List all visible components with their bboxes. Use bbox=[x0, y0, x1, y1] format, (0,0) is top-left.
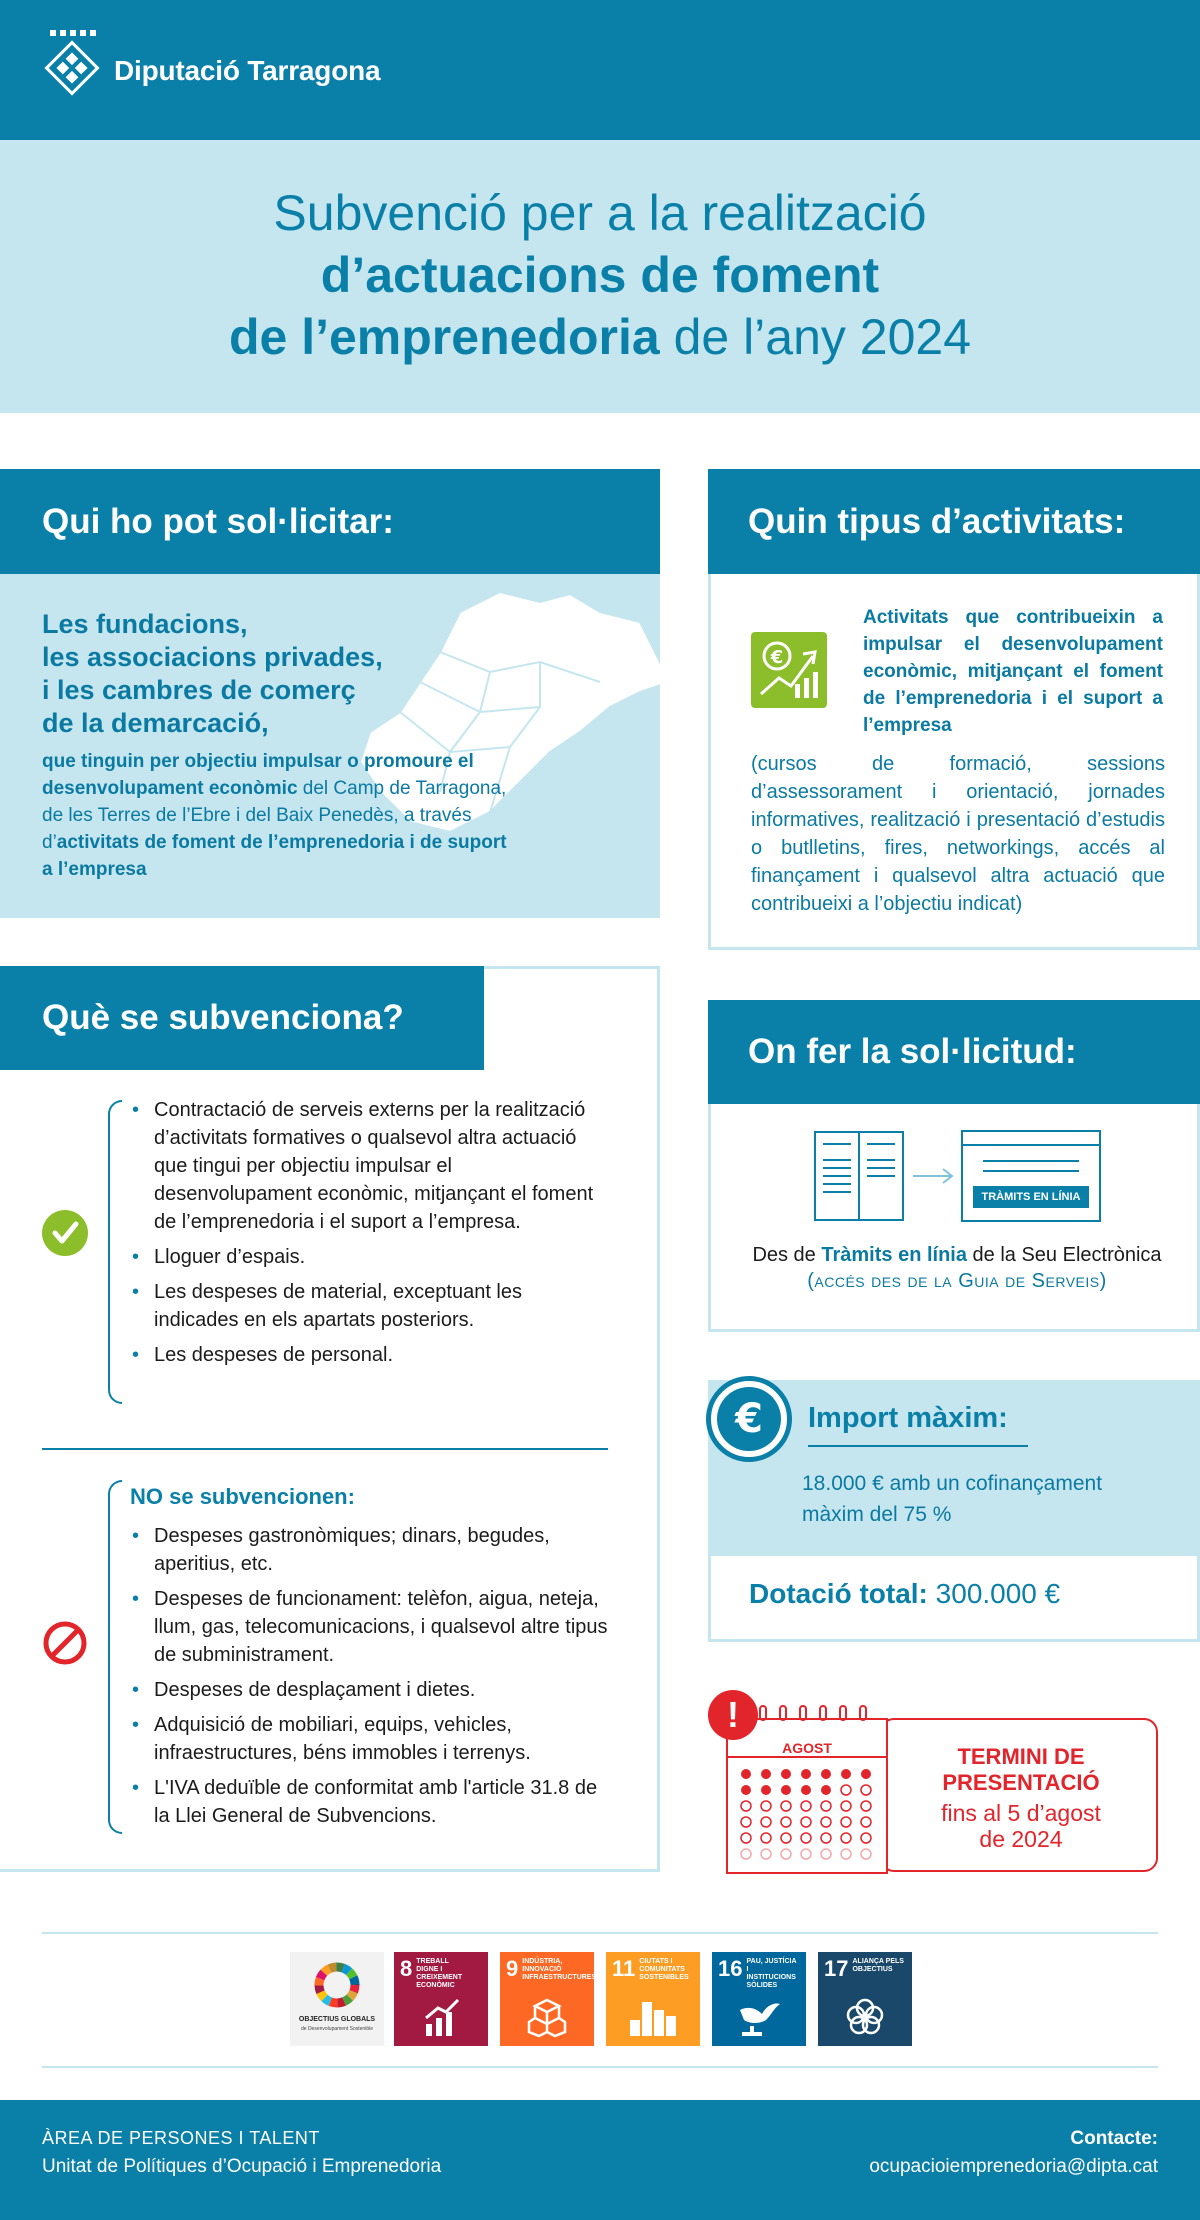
calendar-days bbox=[738, 1766, 878, 1870]
browser-window-icon bbox=[961, 1130, 1101, 1222]
ods-globals-sub: de Desenvolupament Sostenible bbox=[301, 2026, 373, 2032]
sdg-wheel-icon bbox=[312, 1960, 362, 2010]
arrow-right-icon bbox=[911, 1166, 955, 1186]
list-item: • Lloguer d’espais. bbox=[130, 1243, 610, 1271]
activitats-intro: Activitats que contribueixin a impulsar el desenvolupament econòmic, mitjançant el foment de l’emprenedoria i el suport a l’empresa bbox=[863, 607, 1163, 736]
alert-icon: ! bbox=[708, 1690, 758, 1740]
list-item: • Contractació de serveis externs per la realització d’activitats formatives o qualsevol altra actuació que tingui per objectiu impulsar el desenvolupament econòmic, mitjançant el foment de l’emprenedoria i el suport a l’empresa. bbox=[130, 1096, 610, 1236]
termini-title bbox=[892, 1744, 1150, 1796]
import-underline bbox=[808, 1445, 1028, 1447]
ods-goal-9[interactable] bbox=[500, 1952, 597, 2046]
no-bracket bbox=[108, 1480, 122, 1834]
divider bbox=[42, 1448, 608, 1450]
termini-date-line: fins al 5 d’agost bbox=[941, 1800, 1101, 1826]
document-icon bbox=[813, 1130, 905, 1222]
browser-bar bbox=[963, 1144, 1099, 1146]
footer-contact-email[interactable]: ocupacioiemprenedoria@dipta.cat bbox=[869, 2156, 1158, 2177]
page-title bbox=[0, 182, 1200, 368]
growth-icon bbox=[422, 1998, 462, 2038]
title-line-1: Subvenció per a la realització bbox=[273, 185, 927, 241]
list-item: • L'IVA deduïble de conformitat amb l'article 31.8 de la Llei General de Subvencions. bbox=[130, 1774, 610, 1830]
qui-bold-2: activitats de foment de l’emprenedoria i de suport a l’empresa bbox=[42, 832, 507, 880]
activitats-detail: (cursos de formació, sessions d’assessorament i orientació, jornades informatives, realització i presentació d’estudis o butlletins, fires, networkings, accés al finançament i qualsevol altra actuació que contribueixi a l’objectiu indicat) bbox=[751, 753, 1165, 915]
browser-line bbox=[983, 1160, 1079, 1162]
dove-icon bbox=[736, 1996, 782, 2038]
onfer-panel bbox=[708, 1104, 1200, 1332]
ods-label: CIUTATS I COMUNITATS SOSTENIBLES bbox=[639, 1958, 689, 1981]
import-value bbox=[802, 1468, 1192, 1530]
ods-label: INDÚSTRIA, INNOVACIÓ INFRAESTRUCTURES bbox=[522, 1958, 597, 1981]
termini-title-line: PRESENTACIÓ bbox=[942, 1770, 1100, 1795]
org-name: Diputació Tarragona bbox=[114, 55, 381, 86]
subvenciona-heading: Què se subvenciona? bbox=[0, 966, 484, 1070]
onfer-heading: On fer la sol·licitud: bbox=[708, 1000, 1200, 1104]
euro-icon bbox=[706, 1376, 792, 1462]
ods-goal-11[interactable] bbox=[606, 1952, 700, 2046]
dotacio-panel bbox=[708, 1556, 1200, 1642]
calendar-icon bbox=[726, 1718, 888, 1874]
title-line-3-bold: de l’emprenedoria bbox=[228, 309, 660, 365]
list-item: • Les despeses de personal. bbox=[130, 1341, 610, 1369]
guia-serveis-link[interactable]: (accés des de la Guia de Serveis) bbox=[807, 1270, 1107, 1292]
dotacio-text bbox=[749, 1578, 1060, 1610]
qui-text-1: del Camp de Tarragona, de les Terres de l’Ebre i del Baix Penedès, a través d’ bbox=[42, 778, 507, 853]
footer-contact-label: Contacte: bbox=[1070, 2128, 1158, 2149]
title-line-3-rest: de l’any 2024 bbox=[659, 309, 972, 365]
import-value-line: màxim del 75 % bbox=[802, 1503, 952, 1526]
qui-beneficiaries bbox=[42, 608, 522, 740]
ods-globals-title: OBJECTIUS GLOBALS bbox=[298, 2016, 376, 2023]
ods-label: TREBALL DIGNE I CREIXEMENT ECONÒMIC bbox=[416, 1958, 463, 1989]
list-item: • Les despeses de material, exceptuant les indicades en els apartats posteriors. bbox=[130, 1278, 610, 1334]
ods-num: 17 bbox=[824, 1956, 849, 1981]
browser-line bbox=[983, 1170, 1079, 1172]
import-label: Import màxim: bbox=[808, 1402, 1008, 1434]
qui-line: i les cambres de comerç bbox=[42, 675, 356, 705]
ods-label: ALIANÇA PELS OBJECTIUS bbox=[852, 1958, 904, 1973]
logo[interactable] bbox=[44, 28, 380, 98]
tramits-link[interactable]: Tràmits en línia bbox=[821, 1244, 967, 1266]
qui-text bbox=[42, 608, 522, 883]
calendar-month: AGOST bbox=[782, 1740, 832, 1756]
qui-bold-1: que tinguin per objectiu impulsar o promoure el desenvolupament econòmic bbox=[42, 751, 474, 799]
yes-list bbox=[130, 1096, 610, 1376]
list-item: • Despeses de funcionament: telèfon, aigua, neteja, llum, gas, telecomunicacions, i qualsevol altre tipus de subministrament. bbox=[130, 1585, 610, 1669]
check-icon bbox=[42, 1210, 88, 1256]
divider bbox=[42, 2066, 1158, 2068]
no-list bbox=[130, 1522, 610, 1837]
termini-box bbox=[880, 1718, 1158, 1872]
prohibited-icon bbox=[42, 1620, 88, 1666]
yes-bracket bbox=[108, 1100, 122, 1404]
svg-text:€: € bbox=[770, 647, 784, 668]
ods-goal-17[interactable] bbox=[818, 1952, 912, 2046]
title-line-2: d’actuacions de foment bbox=[320, 247, 880, 303]
calendar-rings-icon bbox=[756, 1704, 886, 1722]
ods-goal-16[interactable] bbox=[712, 1952, 806, 2046]
qui-panel bbox=[0, 574, 660, 918]
qui-heading: Qui ho pot sol·licitar: bbox=[0, 469, 660, 574]
list-item: • Despeses gastronòmiques; dinars, begudes, aperitius, etc. bbox=[130, 1522, 610, 1578]
ods-globals-logo[interactable] bbox=[290, 1952, 384, 2046]
onfer-text-post: de la Seu Electrònica bbox=[966, 1244, 1162, 1266]
ods-goal-8[interactable] bbox=[394, 1952, 488, 2046]
no-title: NO se subvencionen: bbox=[130, 1484, 355, 1509]
qui-description bbox=[42, 748, 522, 883]
list-item: • Despeses de desplaçament i dietes. bbox=[130, 1676, 610, 1704]
diputacio-logo-icon bbox=[44, 28, 100, 98]
dotacio-label: Dotació total: bbox=[749, 1578, 928, 1609]
ods-label: PAU, JUSTÍCIA I INSTITUCIONS SÒLIDES bbox=[746, 1958, 797, 1989]
growth-chart-icon bbox=[751, 632, 827, 708]
ods-num: 11 bbox=[612, 1956, 636, 1981]
title-line-3 bbox=[0, 306, 1200, 368]
tramits-button[interactable]: TRÀMITS EN LÍNIA bbox=[973, 1186, 1089, 1208]
dotacio-value: 300.000 € bbox=[927, 1578, 1061, 1609]
termini-date-line: de 2024 bbox=[979, 1826, 1063, 1852]
termini-date bbox=[892, 1800, 1150, 1852]
list-item: • Adquisició de mobiliari, equips, vehicles, infraestructures, béns immobles i terrenys. bbox=[130, 1711, 610, 1767]
termini-title-line: TERMINI DE bbox=[957, 1744, 1085, 1769]
cubes-icon bbox=[526, 1996, 568, 2038]
qui-line: Les fundacions, bbox=[42, 609, 248, 639]
footer bbox=[0, 2100, 1200, 2220]
qui-line: les associacions privades, bbox=[42, 642, 383, 672]
city-icon bbox=[628, 1996, 678, 2038]
activitats-panel bbox=[708, 574, 1200, 950]
footer-unit: Unitat de Polítiques d’Ocupació i Emprenedoria bbox=[42, 2156, 442, 2177]
ods-num: 8 bbox=[400, 1956, 413, 1981]
partnership-flower-icon bbox=[844, 1996, 886, 2038]
divider bbox=[42, 1932, 1158, 1934]
activitats-heading: Quin tipus d’activitats: bbox=[708, 469, 1200, 574]
footer-area: ÀREA DE PERSONES I TALENT bbox=[42, 2128, 320, 2148]
import-value-line: 18.000 € amb un cofinançament bbox=[802, 1472, 1103, 1495]
onfer-text-pre: Des de bbox=[752, 1244, 822, 1266]
ods-num: 16 bbox=[718, 1956, 743, 1981]
euro-symbol: € bbox=[717, 1387, 781, 1451]
qui-line: de la demarcació, bbox=[42, 708, 269, 738]
onfer-text bbox=[721, 1240, 1193, 1270]
ods-num: 9 bbox=[506, 1956, 519, 1981]
